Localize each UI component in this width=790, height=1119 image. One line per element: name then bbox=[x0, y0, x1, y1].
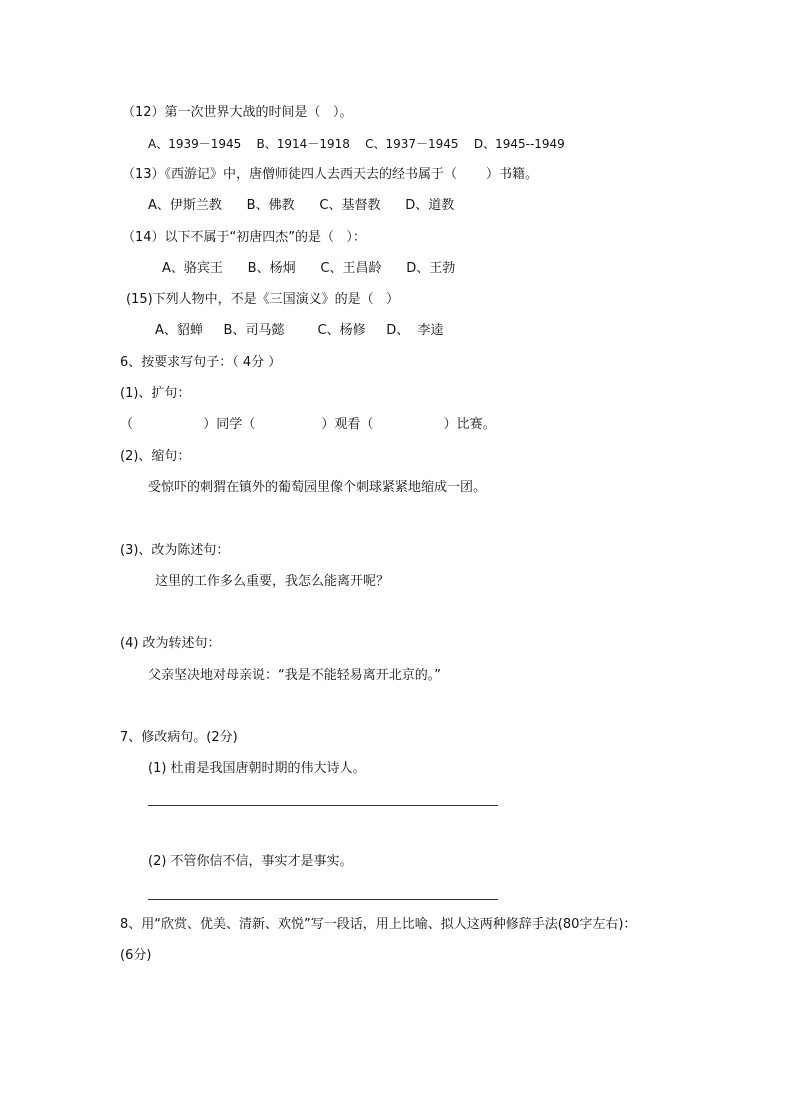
indirect-speech-text: 父亲坚决地对母亲说：“我是不能轻易离开北京的。” bbox=[148, 668, 441, 683]
section-6-heading: 6、按要求写句子：（ 4分 ） bbox=[120, 355, 282, 370]
q12-stem: （12）第一次世界大战的时间是（ ）。 bbox=[122, 105, 353, 120]
q14-stem: （14）以下不属于“初唐四杰”的是（ ）： bbox=[122, 230, 366, 245]
q14-options: A、骆宾王 B、杨炯 C、王昌龄 D、王勃 bbox=[162, 261, 456, 276]
correction-item-2: (2) 不管你信不信，事实才是事实。 bbox=[148, 854, 353, 869]
q15-stem: (15)下列人物中，不是《三国演义》的是（ ） bbox=[126, 292, 400, 307]
q13-options: A、伊斯兰教 B、佛教 C、基督教 D、道教 bbox=[148, 198, 455, 213]
section-8-heading: 8、用“欣赏、优美、清新、欢悦”写一段话，用上比喻、拟人这两种修辞手法(80字左右)： bbox=[120, 917, 637, 932]
condense-sentence-text: 受惊吓的刺猬在镇外的葡萄园里像个刺球紧紧地缩成一团。 bbox=[148, 480, 487, 495]
indirect-speech-label: (4) 改为转述句： bbox=[120, 636, 221, 651]
answer-line-2 bbox=[148, 899, 498, 900]
section-7-heading: 7、修改病句。(2分) bbox=[120, 730, 238, 745]
condense-sentence-label: (2)、缩句： bbox=[120, 449, 191, 464]
correction-item-1: (1) 杜甫是我国唐朝时期的伟大诗人。 bbox=[148, 761, 366, 776]
q12-options: A、1939－1945 B、1914－1918 C、1937－1945 D、1945--1949 bbox=[148, 137, 565, 151]
expand-sentence-text: （ ）同学（ ）观看（ ）比赛。 bbox=[120, 417, 496, 432]
declarative-sentence-label: (3)、改为陈述句： bbox=[120, 543, 230, 558]
expand-sentence-label: (1)、扩句： bbox=[120, 386, 191, 401]
answer-line-1 bbox=[148, 805, 498, 806]
q13-stem: （13）《西游记》中，唐僧师徒四人去西天去的经书属于（ ）书籍。 bbox=[122, 167, 538, 182]
q15-options: A、貂蝉 B、司马懿 C、杨修 D、 李逵 bbox=[155, 323, 444, 338]
section-8-points: (6分) bbox=[120, 948, 152, 963]
declarative-sentence-text: 这里的工作多么重要，我怎么能离开呢？ bbox=[155, 574, 390, 589]
